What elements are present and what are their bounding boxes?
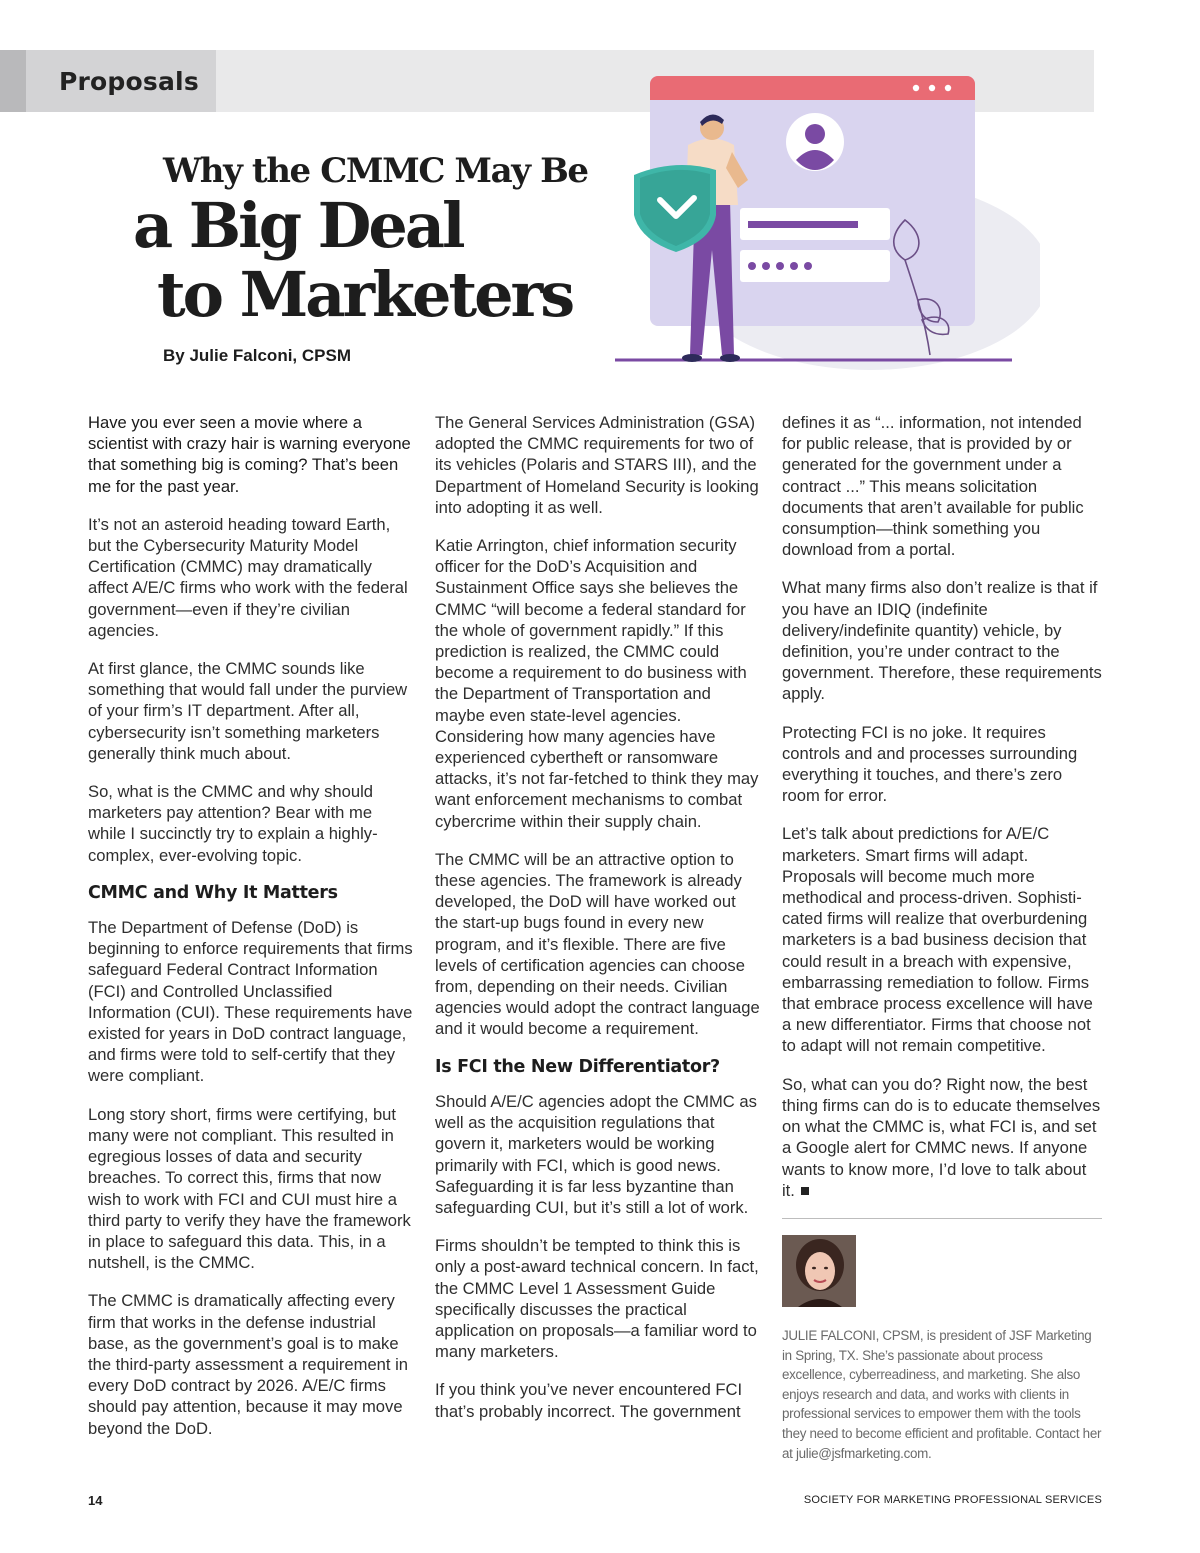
body-paragraph: The General Services Administration (GSA) adopted the CMMC requirements for two of its vehicles (Polaris and STARS III), and the Department of Homeland Security is looking into adopting it as well. — [435, 413, 759, 517]
body-paragraph: If you think you’ve never encountered FCI that’s probably incorrect. The government — [435, 1380, 743, 1421]
body-paragraph: Katie Arrington, chief information security officer for the DoD’s Acquisition and Sustainment Office says she believes the CMMC “will become a federal standard for the whole of government rapidly.” If this prediction is realized, the CMMC could become a requirement to do business with the Department of Transportation and maybe even state-level agencies. Considering how many agencies have experienced cybertheft or ransomware attacks, it’s not far-fetched to think they may want enforcement mechanisms to combat cybercrime within their supply chain. — [435, 536, 759, 831]
headline-line-1: Why the CMMC May Be — [163, 151, 588, 191]
body-paragraph: So, what is the CMMC and why should marketers pay attention? Bear with me while I succinctly try to explain a highly-complex, ever-evolving topic. — [88, 782, 378, 865]
window-dot-icon — [929, 85, 935, 91]
headline-line-3: to Marketers — [157, 258, 573, 331]
article-column-1 — [88, 412, 413, 1456]
section-tab — [26, 50, 216, 112]
closing-text: So, what can you do? Right now, the best thing firms can do is to educate themselves on what the CMMC is, what FCI is, and set a Google alert for CMMC news. If anyone wants to know more, I’d love to talk about it. — [782, 1074, 1101, 1200]
lead-paragraph: Have you ever seen a movie where a scientist with crazy hair is warning everyone that something big is coming? That’s been me for the past year. — [88, 413, 411, 496]
body-paragraph: Protecting FCI is no joke. It requires controls and and processes surrounding everything it touches, and there’s zero room for error. — [782, 722, 1078, 806]
author-bio: JULIE FALCONI, CPSM, is president of JSF Marketing in Spring, TX. She’s passionate about process excellence, cyberreadiness, and marketing. She also enjoys research and data, and works with clients in professional services to empower them with the tools they need to become efficient and profitable. Contact her at julie@jsfmarketing.com. — [782, 1328, 1102, 1461]
body-paragraph: Should A/E/C agencies adopt the CMMC as well as the acquisition regulations that govern it, marketers would be working primarily with FCI, which is good news. Safeguarding it is far less byzantine than safeguarding CUI, but it’s still a lot of work. — [435, 1091, 757, 1217]
closing-paragraph — [782, 1074, 1102, 1201]
body-paragraph: At first glance, the CMMC sounds like something that would fall under the purview of your firm’s IT department. After all, cybersecurity isn’t something marketers generally think much about. — [88, 659, 408, 763]
article-column-2 — [435, 412, 760, 1439]
body-paragraph: It’s not an asteroid heading toward Earth, but the Cybersecurity Maturity Model Certification (CMMC) may dramatically affect A/E/C firms who work with the federal government—even if they’re civilian agencies. — [88, 514, 408, 640]
end-mark-icon — [801, 1187, 809, 1195]
body-paragraph: The CMMC will be an attractive option to these agencies. The framework is already developed, the DoD will have worked out the start-up bugs found in every new program, and it’s flexible. There are five levels of certification agencies can choose from, depending on their needs. Civilian agencies would adopt the contract language and it would become a requirement. — [435, 849, 760, 1039]
body-paragraph: What many firms also don’t realize is that if you have an IDIQ (indefinite delivery/indefinite quantity) vehicle, by definition, you’re under contract to the government. Therefore, these requirements apply. — [782, 578, 1102, 704]
byline: By Julie Falconi, CPSM — [163, 346, 351, 365]
subhead-fci-differentiator: Is FCI the New Differentiator? — [435, 1056, 720, 1077]
publication-name: SOCIETY FOR MARKETING PROFESSIONAL SERVICES — [803, 1494, 1102, 1506]
body-paragraph: The CMMC is dramatically affecting every firm that works in the defense industrial base, as the government’s goal is to make the third-party assessment a requirement in every DoD contract by 2026. A/E/C firms should pay attention, because it may move beyond the DoD. — [88, 1291, 409, 1438]
cybersecurity-illustration — [600, 60, 1040, 370]
page-number: 14 — [88, 1493, 103, 1508]
window-dot-icon — [913, 85, 919, 91]
section-banner-accent — [0, 50, 26, 112]
body-paragraph: Long story short, firms were certifying, but many were not compliant. This resulted in egregious losses of data and security breaches. To correct this, firms that now wish to work with FCI and CUI must hire a third party to verify they have the framework in place to safeguard this data. This, in a nutshell, is the CMMC. — [88, 1104, 411, 1273]
section-label: Proposals — [59, 66, 199, 96]
body-paragraph: Firms shouldn’t be tempted to think this is only a post-award technical concern. In fact, the CMMC Level 1 Assessment Guide specifically discusses the practical application on proposals—a familiar word to many marketers. — [435, 1236, 759, 1362]
author-photo — [782, 1235, 856, 1307]
headline-line-2: a Big Deal — [133, 189, 463, 262]
window-dot-icon — [945, 85, 951, 91]
subhead-cmmc-why-it-matters: CMMC and Why It Matters — [88, 882, 338, 903]
article-column-3 — [782, 412, 1102, 1463]
body-paragraph: Let’s talk about predictions for A/E/C marketers. Smart firms will adapt. Proposals will become much more methodical and process-driven. Sophisti-cated firms will realize that overburdening marketers is a bad business decision that could result in a breach with expensive, embarrassing remediation to follow. Firms that embrace process excellence will have a new differentiator. Firms that choose not to adapt will not remain competitive. — [782, 824, 1093, 1056]
body-paragraph: The Department of Defense (DoD) is beginning to enforce requirements that firms safeguard Federal Contract Information (FCI) and Controlled Unclassified Information (CUI). These requirements have existed for years in DoD contract language, and firms were told to self-certify that they were compliant. — [88, 918, 413, 1086]
bio-divider — [782, 1218, 1102, 1219]
body-paragraph: defines it as “... information, not intended for public release, that is provided by or generated for the government under a contract ...” This means solicitation documents that aren’t available for public consumption—think something you download from a portal. — [782, 413, 1084, 560]
